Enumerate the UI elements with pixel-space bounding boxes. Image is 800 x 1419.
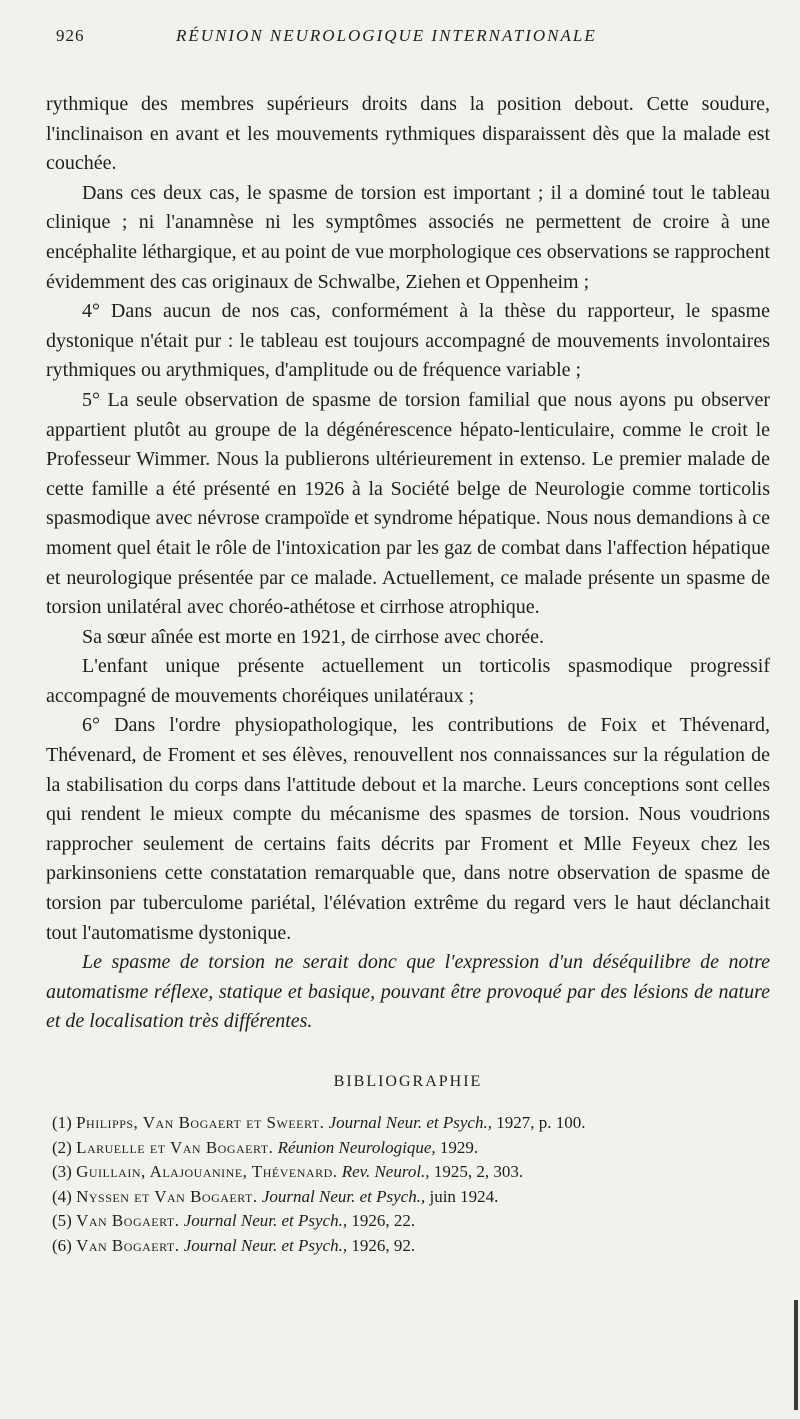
entry-authors: Laruelle et Van Bogaert.: [76, 1137, 274, 1157]
entry-journal: Journal Neur. et Psych.,: [328, 1113, 492, 1132]
entry-journal: Journal Neur. et Psych.,: [183, 1211, 348, 1230]
bibliography-list: [46, 1111, 770, 1258]
entry-authors: Guillain, Alajouanine, Thévenard.: [76, 1162, 338, 1181]
entry-number: (4): [52, 1186, 72, 1206]
bibliography-entry: [46, 1136, 770, 1161]
bibliography-entry: [46, 1160, 770, 1185]
entry-authors: Nyssen et Van Bogaert.: [76, 1186, 258, 1206]
page-number: 926: [56, 26, 85, 45]
bibliography-entry: [46, 1185, 770, 1210]
entry-number: (1): [52, 1113, 72, 1132]
entry-number: (3): [52, 1162, 72, 1181]
paragraph: Dans ces deux cas, le spasme de torsion est important ; il a dominé tout le tableau clinique ; ni l'anamnèse ni les symptômes associés ne permettent de croire à une encéphalite léthargique, et au point de vue morphologique ces observations se rapprochent évidemment des cas originaux de Schwalbe, Ziehen et Oppenheim ;: [46, 181, 770, 293]
entry-authors: Philipps, Van Bogaert et Sweert.: [76, 1113, 325, 1132]
entry-authors: Van Bogaert.: [76, 1211, 180, 1230]
entry-details: 1927, p. 100.: [496, 1113, 586, 1132]
entry-journal: Réunion Neurologique,: [277, 1137, 436, 1157]
paragraph: Sa sœur aînée est morte en 1921, de cirrhose avec chorée.: [82, 625, 545, 648]
page-header: [46, 26, 770, 56]
scan-edge-mark: [794, 1300, 798, 1410]
paragraph: L'enfant unique présente actuellement un torticolis spasmodique progressif accompagné de mouvements choréiques unilatéraux ;: [46, 655, 770, 707]
bibliography-heading: BIBLIOGRAPHIE: [333, 1073, 483, 1090]
bibliography-entry: [46, 1209, 770, 1234]
paragraph: 4° Dans aucun de nos cas, conformément à la thèse du rapporteur, le spasme dystonique n'était pur : le tableau est toujours accompagné de mouvements involontaires rythmiques ou arythmiques, d'amplitude ou de fréquence variable ;: [46, 300, 770, 382]
entry-details: 1925, 2, 303.: [433, 1162, 524, 1181]
page: [46, 26, 770, 1258]
entry-authors: Van Bogaert.: [76, 1235, 180, 1255]
entry-details: 1926, 22.: [351, 1211, 416, 1230]
running-title: RÉUNION NEUROLOGIQUE INTERNATIONALE: [176, 26, 597, 45]
entry-number: (2): [52, 1137, 72, 1157]
entry-journal: Rev. Neurol.,: [341, 1162, 430, 1181]
paragraph: 5° La seule observation de spasme de torsion familial que nous ayons pu observer appartient plutôt au groupe de la dégénérescence hépato-lenticulaire, comme le croit le Professeur Wimmer. Nous la publierons ultérieurement in extenso. Le premier malade de cette famille a été présenté en 1926 à la Société belge de Neurologie comme torticolis spasmodique avec névrose crampoïde et syndrome hépatique. Nous nous demandions à ce moment quel était le rôle de l'intoxication par les gaz de combat dans l'affection hépatique et neurologique présentée par ce malade. Actuellement, ce malade présente un spasme de torsion unilatéral avec choréo-athétose et cirrhose atrophique.: [46, 388, 770, 619]
bibliography-entry: [46, 1234, 770, 1259]
paragraph: 6° Dans l'ordre physiopathologique, les contributions de Foix et Thévenard, Thévenard, de Froment et ses élèves, renouvellent nos connaissances sur la régulation de la stabilisation du corps dans l'attitude debout et la marche. Leurs conceptions sont celles qui rendent le mieux compte du mécanisme des spasmes de torsion. Nous voudrions rapprocher seulement de certains faits décrits par Froment et Mlle Feyeux chez les parkinsoniens cette constatation remarquable que, dans notre observation de spasme de torsion par tuberculome pariétal, l'élévation extrême du regard vers le haut déclanchait tout l'automatisme dystonique.: [46, 714, 770, 944]
entry-journal: Journal Neur. et Psych.,: [183, 1235, 348, 1255]
conclusion-paragraph: Le spasme de torsion ne serait donc que l'expression d'un déséquilibre de notre automatisme réflexe, statique et basique, pouvant être provoqué par des lésions de nature et de localisation très différentes.: [46, 951, 770, 1033]
bibliography-entry: [46, 1111, 770, 1136]
body-text: [46, 90, 770, 1037]
entry-number: (6): [52, 1235, 72, 1255]
entry-details: 1926, 92.: [351, 1235, 416, 1255]
entry-number: (5): [52, 1211, 72, 1230]
entry-details: juin 1924.: [429, 1186, 499, 1206]
paragraph: rythmique des membres supérieurs droits dans la position debout. Cette soudure, l'inclinaison en avant et les mouvements rythmiques disparaissent dès que la malade est couchée.: [46, 93, 770, 175]
entry-journal: Journal Neur. et Psych.,: [261, 1186, 426, 1206]
entry-details: 1929.: [439, 1137, 479, 1157]
